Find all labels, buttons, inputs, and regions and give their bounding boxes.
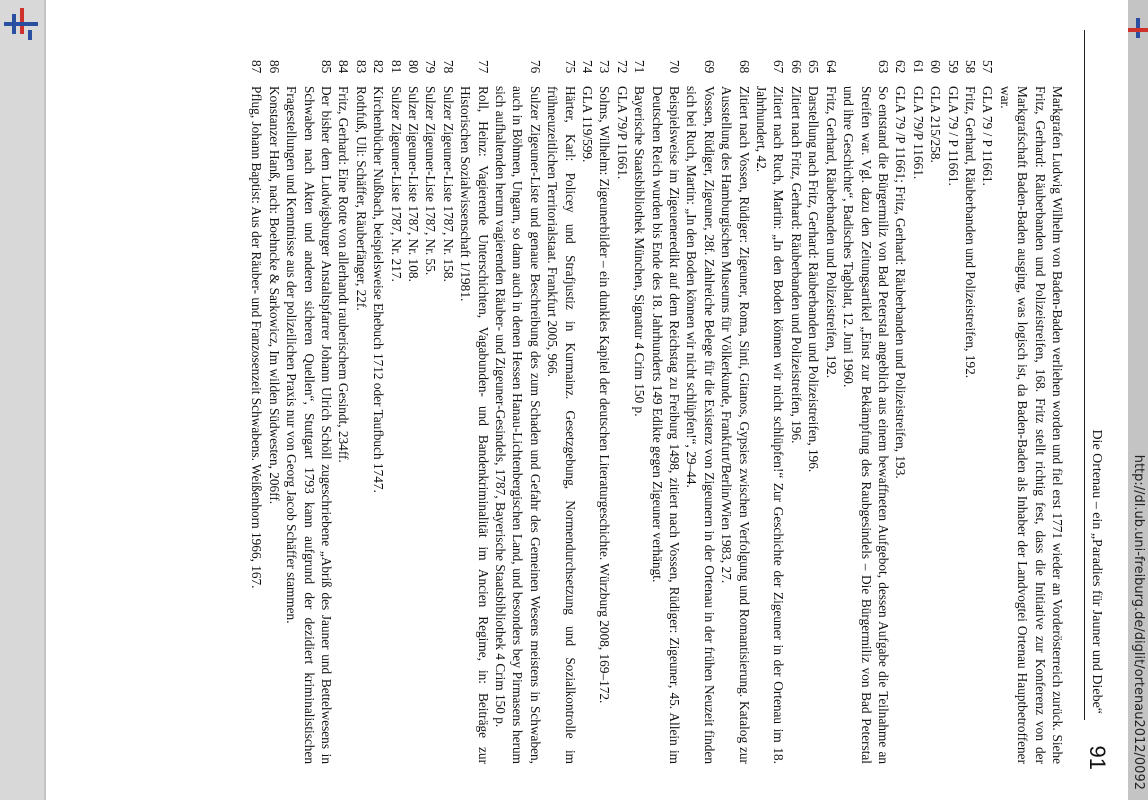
endnote-text: Zitiert nach Ruch, Martin: „In den Boden können wir nicht schlüpfen!“ Zur Geschichte der Zigeuner in der Ortenau im 18. Jahrhundert, 42. [754, 86, 787, 764]
endnote [352, 60, 369, 764]
endnote-number: 62 [893, 60, 909, 74]
endnote-number: 83 [353, 60, 369, 74]
endnote-number: 60 [928, 60, 944, 74]
endnote-number: 86 [266, 60, 282, 74]
endnote [457, 60, 492, 764]
endnote-text: GLA 79/P 11661. [614, 86, 630, 180]
endnote [265, 60, 282, 764]
endnote [944, 60, 961, 764]
endnote-text: Solms, Wilhelm: Zigeunerbilder – ein dunkles Kapitel der deutschen Literaturgeschichte. Würzburg 2008, 169–172. [597, 86, 613, 704]
endnote [788, 60, 805, 764]
endnote [387, 60, 404, 764]
endnote [822, 60, 839, 764]
endnote [979, 60, 996, 764]
endnote-number: 58 [962, 60, 978, 74]
endnote-number: 57 [980, 60, 996, 74]
endnote [613, 60, 630, 764]
endnote [335, 60, 352, 764]
endnote-text: Darstellung nach Fritz, Gerhard: Räuberbanden und Polizeistreifen, 196. [806, 86, 822, 473]
endnote [544, 60, 579, 764]
endnote-number: 67 [771, 60, 787, 74]
endnote [892, 60, 909, 764]
endnote-number: 77 [475, 60, 491, 74]
endnote-number: 81 [388, 60, 404, 74]
endnote-text: Kirchenbücher Nußbach, beispielsweise Ehebuch 1712 oder Taufbuch 1747. [371, 86, 387, 493]
library-logo-icon [2, 2, 42, 42]
url-watermark-text: http://dl.ub.uni-freiburg.de/diglit/ortenau2012/0092 [1131, 454, 1146, 790]
endnote-number: 64 [823, 60, 839, 74]
endnote-text: Beispielsweise im Zigeueneredikt auf dem Reichstag zu Freiburg 1498, zitiert nach Vossen, Rüdiger: Zigeuner, 45. Allein im Deutschen Reich wurden bis Ende des 18. Jahrhunderts 149 Edikte gegen Zigeuner verhängt. [649, 86, 683, 764]
endnote-text: GLA 215/258. [928, 86, 944, 163]
endnote [996, 60, 1066, 764]
endnote-text: Vossen, Rüdiger, Zigeuner, 28f. Zahlreiche Belege für die Existenz von Zigeunern in der Ortenau in der frühen Neuzeit finden sich bei Ruch, Martin: „In den Boden können wir nicht schlüpfen!“, 29–44. [684, 86, 717, 764]
endnote [840, 60, 892, 764]
endnote [422, 60, 439, 764]
endnote [370, 60, 387, 764]
endnote [631, 60, 648, 764]
page-number: 91 [1085, 745, 1110, 770]
endnote-number: 71 [632, 60, 648, 74]
endnote-text: Sulzer Zigeuner-Liste 1787, Nr. 55. [423, 86, 439, 276]
endnote-number: 68 [736, 60, 752, 74]
endnote-text: GLA 79/P 11661. [910, 86, 926, 180]
endnote-number: 61 [910, 60, 926, 74]
endnote-text: Zitiert nach Vossen, Rüdiger: Zigeuner, Roma, Sinti, Gitanos, Gypsies zwischen Verfolgung und Romantisierung. Katalog zur Ausstellung des Hamburgischen Museums für Völkerkunde, Frankfurt/Berlin/Wien 1983, 27. [719, 86, 752, 764]
endnote-number: 74 [580, 60, 596, 74]
endnote-text: Rothfuß, Uli: Schäffer, Räuberfänger, 22f. [353, 86, 369, 311]
endnote [753, 60, 788, 764]
endnote-text: Fritz, Gerhard, Räuberbanden und Polizeistreifen, 192. [823, 86, 839, 379]
url-watermark [1128, 0, 1148, 800]
endnote-number: 76 [527, 60, 543, 74]
endnote-text: GLA 79 /P 11661; Fritz, Gerhard: Räuberbanden und Polizeistreifen, 193. [893, 86, 909, 479]
endnote [962, 60, 979, 764]
endnote [648, 60, 683, 764]
endnote-text: GLA 119/599. [580, 86, 596, 163]
document-page [46, 0, 1128, 800]
endnote-number: 65 [806, 60, 822, 74]
endnote-number: 82 [371, 60, 387, 74]
endnote [439, 60, 456, 764]
page-header [1084, 30, 1110, 770]
page-content-rotated [46, 0, 1128, 800]
header-rule [1084, 30, 1085, 720]
endnote [283, 60, 335, 764]
endnote-number: 79 [423, 60, 439, 74]
endnote [405, 60, 422, 764]
endnote-text: Roll, Heinz: Vagierende Unterschichten, Vagabunden- und Bandenkriminalität im Ancien Regime, in: Beiträge zur Historischen Sozialwissenschaft 1/1981. [458, 86, 491, 764]
endnote-text: GLA 79 / P 11661. [980, 86, 996, 186]
endnote-number: 59 [945, 60, 961, 74]
endnote-text: Pflug, Johann Baptist: Aus der Räuber- und Franzosenzeit Schwabens. Weißenhorn 1966, 167. [249, 86, 265, 589]
endnote-number: 84 [336, 60, 352, 74]
endnote [927, 60, 944, 764]
endnote-text: Bayerische Staatsbibliothek München, Signatur 4 Crim 150 p. [632, 86, 648, 417]
endnote-text: Konstanzer Hanß, nach: Boehncke & Sarkowicz, Im wilden Südwesten, 206ff. [266, 86, 282, 505]
running-head: Die Ortenau – ein „Paradies für Jauner und Diebe“ [1089, 429, 1104, 714]
endnote [683, 60, 718, 764]
endnote-number: 70 [667, 60, 683, 74]
endnote-text: Sulzer Zigeuner-Liste 1787, Nr. 158. [440, 86, 456, 282]
endnote-number: 73 [597, 60, 613, 74]
endnote-number: 75 [562, 60, 578, 74]
endnote [718, 60, 753, 764]
endnote-text: Fritz, Gerhard: Eine Rotte von allerhandt rauberischem Gesindt, 234ff. [336, 86, 352, 463]
endnote-text: Sulzer Zigeuner-Liste 1787, Nr. 108. [405, 86, 421, 282]
endnote-text: Markgrafen Ludwig Wilhelm von Baden-Baden verliehen worden und fiel erst 1771 wieder an Vorderösterreich zurück. Siehe Fritz, Gerhard: Räuberbanden und Polizeistreifen, 168. Fritz stellt richtig fest, dass die Initiative zur Konferenz von der Markgrafschaft Baden-Baden ausging, was logisch ist, da Baden-Baden als Inhaber der Landvogtei Ortenau Hauptbetroffener war. [997, 86, 1065, 764]
endnote-text: Zitiert nach Fritz, Gerhard: Räuberbanden und Polizeistreifen, 196. [788, 86, 804, 444]
endnote-number: 72 [614, 60, 630, 74]
endnotes-list [248, 60, 1066, 764]
endnote [579, 60, 596, 764]
endnote-text: Fritz, Gerhard, Räuberbanden und Polizeistreifen, 192. [962, 86, 978, 379]
endnote-number: 63 [875, 60, 891, 74]
endnote-text: So entstand die Bürgermiliz von Bad Peterstal angeblich aus einem bewaffneten Aufgebot, dessen Aufgabe die Teilnahme an Streifen war. Vgl. dazu den Zeitungsartikel „Einst zur Bekämpfung des Raubgesindels – Die Bürgermiliz von Bad Peterstal und ihre Geschichte“, Badisches Tagblatt, 12. Juni 1960. [841, 86, 891, 764]
endnote [492, 60, 544, 764]
endnote-text: Härter, Karl: Policey und Strafjustiz in Kurmainz. Gesetzgebung, Normendurchsetzung und Sozialkontrolle im frühneuzeitlichen Territorialstaat. Frankfurt 2005, 966. [545, 86, 578, 764]
endnote-number: 66 [788, 60, 804, 74]
endnote [596, 60, 613, 764]
endnote-text: GLA 79 / P 11661. [945, 86, 961, 186]
endnote [248, 60, 265, 764]
endnote [909, 60, 926, 764]
endnote-text: Der bisher dem Ludwigsburger Anstaltspfarrer Johann Ulrich Schöll zugeschriebene „Abriß des Jauner und Bettelwesens in Schwaben nach Akten und anderen sicheren Quellen“, Stuttgart 1793 kann aufgrund der dezidiert kriminalistischen Fragestellungen und Kenntnisse aus der polizeilichen Praxis nur von Georg Jacob Schäffer stammen. [284, 86, 334, 764]
endnote-number: 69 [701, 60, 717, 74]
endnote-text: Sulzer Zigeuner-Liste 1787, Nr. 217. [388, 86, 404, 282]
endnote-text: Sulzer Zigeuner-Liste und genaue Beschreibung des zum Schaden und Gefahr des Gemeinen Wesens meistens in Schwaben, auch in Böhmen, Ungarn, so dann auch in denen Hessen Hanau-Lichtenbergischen Land, und besonders bey Pirmasens herum sich aufhaltenden herum vagierenden Räuber- und Zigeuner-Gesindels, 1787, Bayerische Staatsbibliothek 4 Crim 150 p. [493, 86, 543, 764]
endnote-number: 80 [405, 60, 421, 74]
viewer-left-strip [0, 0, 44, 800]
endnote-number: 78 [440, 60, 456, 74]
endnote-number: 87 [249, 60, 265, 74]
endnote [805, 60, 822, 764]
endnote-number: 85 [318, 60, 334, 74]
